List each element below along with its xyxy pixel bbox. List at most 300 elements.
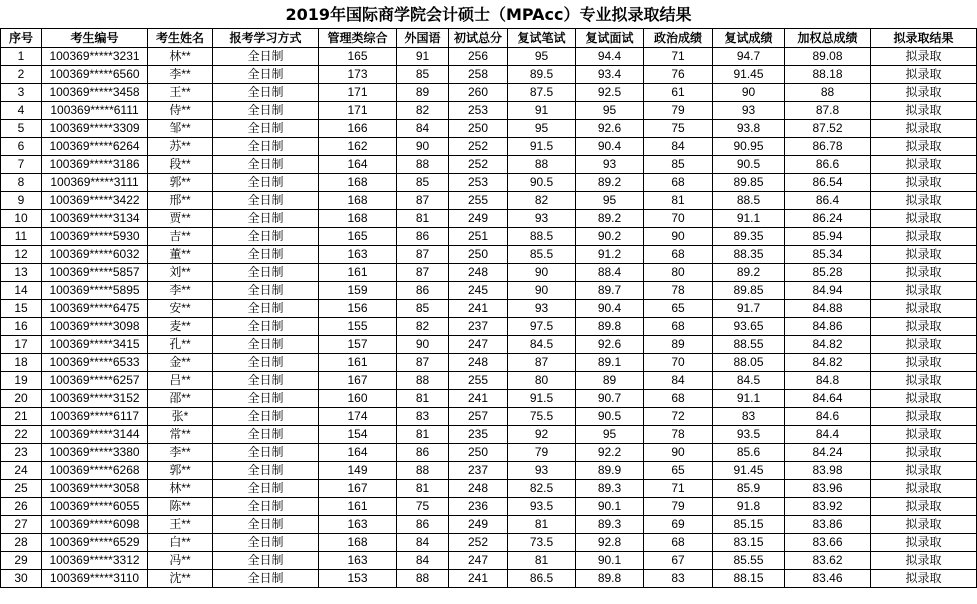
cell-management-score: 171 [319,84,397,102]
cell-foreign-language-score: 86 [397,282,449,300]
cell-preliminary-total: 250 [449,246,508,264]
cell-retest-interview: 95 [576,426,644,444]
cell-politics-score: 76 [644,66,713,84]
cell-retest-score: 91.45 [713,462,785,480]
table-row [1,570,977,588]
cell-candidate-id: 100369*****6032 [42,246,148,264]
cell-politics-score: 71 [644,48,713,66]
cell-candidate-name: 吉** [148,228,213,246]
cell-study-mode: 全日制 [213,480,319,498]
cell-seq-number: 23 [1,444,42,462]
cell-preliminary-total: 250 [449,444,508,462]
cell-preliminary-total: 245 [449,282,508,300]
cell-retest-interview: 89.3 [576,480,644,498]
cell-preliminary-total: 251 [449,228,508,246]
cell-politics-score: 68 [644,534,713,552]
cell-admission-result: 拟录取 [871,498,977,516]
cell-seq-number: 29 [1,552,42,570]
table-row [1,516,977,534]
cell-management-score: 155 [319,318,397,336]
cell-weighted-total: 89.08 [785,48,871,66]
cell-retest-interview: 89.9 [576,462,644,480]
cell-study-mode: 全日制 [213,408,319,426]
cell-politics-score: 90 [644,228,713,246]
table-row [1,336,977,354]
cell-politics-score: 68 [644,390,713,408]
cell-politics-score: 67 [644,552,713,570]
column-header-foreign-language-score: 外国语 [397,29,449,48]
cell-management-score: 166 [319,120,397,138]
cell-politics-score: 80 [644,264,713,282]
table-row [1,300,977,318]
cell-study-mode: 全日制 [213,228,319,246]
cell-preliminary-total: 241 [449,570,508,588]
cell-preliminary-total: 249 [449,210,508,228]
cell-management-score: 160 [319,390,397,408]
cell-seq-number: 10 [1,210,42,228]
cell-retest-interview: 89.8 [576,318,644,336]
cell-foreign-language-score: 81 [397,426,449,444]
cell-retest-score: 85.55 [713,552,785,570]
cell-management-score: 165 [319,228,397,246]
cell-weighted-total: 85.94 [785,228,871,246]
cell-seq-number: 2 [1,66,42,84]
cell-politics-score: 70 [644,210,713,228]
cell-candidate-id: 100369*****6475 [42,300,148,318]
cell-retest-score: 89.85 [713,282,785,300]
cell-candidate-id: 100369*****3422 [42,192,148,210]
cell-admission-result: 拟录取 [871,48,977,66]
cell-retest-written: 87 [508,354,576,372]
table-row [1,462,977,480]
cell-politics-score: 68 [644,318,713,336]
cell-retest-interview: 89.8 [576,570,644,588]
cell-retest-score: 88.15 [713,570,785,588]
cell-weighted-total: 84.86 [785,318,871,336]
cell-retest-written: 86.5 [508,570,576,588]
cell-weighted-total: 84.6 [785,408,871,426]
cell-management-score: 168 [319,174,397,192]
cell-preliminary-total: 237 [449,318,508,336]
cell-seq-number: 24 [1,462,42,480]
cell-seq-number: 1 [1,48,42,66]
cell-politics-score: 89 [644,336,713,354]
cell-seq-number: 14 [1,282,42,300]
table-row [1,480,977,498]
cell-management-score: 164 [319,444,397,462]
cell-management-score: 157 [319,336,397,354]
cell-admission-result: 拟录取 [871,300,977,318]
cell-management-score: 159 [319,282,397,300]
cell-study-mode: 全日制 [213,156,319,174]
cell-retest-score: 90.95 [713,138,785,156]
cell-retest-score: 91.8 [713,498,785,516]
table-row [1,84,977,102]
cell-retest-written: 88.5 [508,228,576,246]
cell-candidate-name: 张* [148,408,213,426]
cell-preliminary-total: 247 [449,552,508,570]
cell-politics-score: 71 [644,480,713,498]
column-header-admission-result: 拟录取结果 [871,29,977,48]
header-row [1,29,977,48]
table-row [1,174,977,192]
cell-seq-number: 11 [1,228,42,246]
table-row [1,318,977,336]
cell-seq-number: 13 [1,264,42,282]
cell-foreign-language-score: 85 [397,66,449,84]
cell-admission-result: 拟录取 [871,354,977,372]
cell-candidate-id: 100369*****3134 [42,210,148,228]
cell-retest-score: 88.55 [713,336,785,354]
cell-weighted-total: 84.64 [785,390,871,408]
cell-retest-written: 93 [508,462,576,480]
cell-foreign-language-score: 90 [397,336,449,354]
cell-preliminary-total: 235 [449,426,508,444]
cell-admission-result: 拟录取 [871,372,977,390]
cell-candidate-name: 李** [148,444,213,462]
cell-admission-result: 拟录取 [871,84,977,102]
cell-candidate-name: 郭** [148,174,213,192]
cell-retest-written: 84.5 [508,336,576,354]
cell-seq-number: 4 [1,102,42,120]
cell-seq-number: 9 [1,192,42,210]
cell-weighted-total: 85.28 [785,264,871,282]
cell-study-mode: 全日制 [213,174,319,192]
cell-foreign-language-score: 87 [397,264,449,282]
cell-politics-score: 68 [644,246,713,264]
cell-retest-written: 90 [508,264,576,282]
cell-preliminary-total: 252 [449,534,508,552]
column-header-retest-written: 复试笔试 [508,29,576,48]
page-title: 2019年国际商学院会计硕士（MPAcc）专业拟录取结果 [285,5,692,24]
cell-preliminary-total: 255 [449,192,508,210]
cell-retest-interview: 89.2 [576,174,644,192]
cell-candidate-id: 100369*****5857 [42,264,148,282]
cell-retest-written: 97.5 [508,318,576,336]
table-row [1,102,977,120]
cell-retest-score: 88.35 [713,246,785,264]
cell-candidate-name: 陈** [148,498,213,516]
table-row [1,354,977,372]
table-row [1,498,977,516]
cell-candidate-name: 麦** [148,318,213,336]
cell-admission-result: 拟录取 [871,426,977,444]
cell-retest-score: 89.2 [713,264,785,282]
table-row [1,552,977,570]
cell-seq-number: 19 [1,372,42,390]
cell-retest-score: 93.65 [713,318,785,336]
cell-admission-result: 拟录取 [871,318,977,336]
cell-retest-score: 90 [713,84,785,102]
cell-weighted-total: 86.4 [785,192,871,210]
cell-candidate-name: 常** [148,426,213,444]
cell-management-score: 173 [319,66,397,84]
cell-preliminary-total: 237 [449,462,508,480]
cell-retest-written: 90.5 [508,174,576,192]
cell-retest-written: 82.5 [508,480,576,498]
cell-foreign-language-score: 83 [397,408,449,426]
cell-candidate-name: 吕** [148,372,213,390]
cell-candidate-id: 100369*****6111 [42,102,148,120]
cell-candidate-name: 沈** [148,570,213,588]
cell-retest-written: 93 [508,300,576,318]
cell-candidate-id: 100369*****6117 [42,408,148,426]
cell-politics-score: 78 [644,426,713,444]
cell-candidate-id: 100369*****3380 [42,444,148,462]
cell-retest-interview: 92.5 [576,84,644,102]
cell-retest-written: 91 [508,102,576,120]
cell-weighted-total: 83.86 [785,516,871,534]
table-body [1,48,977,588]
cell-preliminary-total: 248 [449,264,508,282]
cell-retest-score: 85.15 [713,516,785,534]
cell-weighted-total: 84.82 [785,354,871,372]
cell-retest-interview: 89 [576,372,644,390]
cell-retest-interview: 95 [576,192,644,210]
cell-candidate-id: 100369*****5930 [42,228,148,246]
cell-retest-score: 90.5 [713,156,785,174]
cell-study-mode: 全日制 [213,120,319,138]
cell-seq-number: 8 [1,174,42,192]
table-row [1,120,977,138]
cell-candidate-id: 100369*****3415 [42,336,148,354]
cell-candidate-name: 王** [148,516,213,534]
cell-management-score: 161 [319,354,397,372]
cell-retest-written: 80 [508,372,576,390]
cell-admission-result: 拟录取 [871,570,977,588]
cell-foreign-language-score: 85 [397,174,449,192]
cell-weighted-total: 84.82 [785,336,871,354]
cell-politics-score: 70 [644,354,713,372]
table-row [1,372,977,390]
cell-retest-interview: 92.8 [576,534,644,552]
cell-preliminary-total: 255 [449,372,508,390]
cell-seq-number: 20 [1,390,42,408]
cell-retest-interview: 95 [576,102,644,120]
cell-preliminary-total: 253 [449,174,508,192]
cell-admission-result: 拟录取 [871,66,977,84]
cell-preliminary-total: 257 [449,408,508,426]
cell-retest-interview: 92.2 [576,444,644,462]
cell-retest-interview: 89.1 [576,354,644,372]
cell-retest-score: 91.1 [713,210,785,228]
cell-study-mode: 全日制 [213,390,319,408]
cell-retest-interview: 89.7 [576,282,644,300]
cell-seq-number: 7 [1,156,42,174]
cell-admission-result: 拟录取 [871,336,977,354]
cell-preliminary-total: 236 [449,498,508,516]
cell-management-score: 162 [319,138,397,156]
cell-candidate-id: 100369*****3309 [42,120,148,138]
cell-study-mode: 全日制 [213,552,319,570]
cell-politics-score: 65 [644,462,713,480]
column-header-management-score: 管理类综合 [319,29,397,48]
cell-foreign-language-score: 90 [397,138,449,156]
cell-candidate-id: 100369*****3111 [42,174,148,192]
cell-candidate-id: 100369*****3058 [42,480,148,498]
cell-retest-interview: 90.1 [576,552,644,570]
cell-candidate-name: 李** [148,66,213,84]
cell-management-score: 161 [319,498,397,516]
cell-retest-interview: 90.2 [576,228,644,246]
cell-management-score: 153 [319,570,397,588]
cell-weighted-total: 84.94 [785,282,871,300]
column-header-seq-number: 序号 [1,29,42,48]
cell-politics-score: 69 [644,516,713,534]
cell-retest-written: 75.5 [508,408,576,426]
cell-candidate-id: 100369*****3186 [42,156,148,174]
cell-admission-result: 拟录取 [871,210,977,228]
cell-candidate-name: 孔** [148,336,213,354]
cell-admission-result: 拟录取 [871,390,977,408]
cell-candidate-name: 邢** [148,192,213,210]
column-header-preliminary-total: 初试总分 [449,29,508,48]
cell-retest-score: 93.8 [713,120,785,138]
cell-management-score: 171 [319,102,397,120]
cell-candidate-name: 白** [148,534,213,552]
cell-weighted-total: 84.4 [785,426,871,444]
cell-retest-score: 88.5 [713,192,785,210]
cell-weighted-total: 88.18 [785,66,871,84]
cell-seq-number: 27 [1,516,42,534]
cell-study-mode: 全日制 [213,444,319,462]
cell-retest-score: 93 [713,102,785,120]
cell-seq-number: 26 [1,498,42,516]
cell-retest-written: 88 [508,156,576,174]
cell-foreign-language-score: 86 [397,516,449,534]
cell-candidate-name: 贾** [148,210,213,228]
cell-preliminary-total: 241 [449,300,508,318]
cell-politics-score: 72 [644,408,713,426]
cell-retest-written: 82 [508,192,576,210]
cell-admission-result: 拟录取 [871,534,977,552]
cell-politics-score: 81 [644,192,713,210]
cell-retest-score: 85.9 [713,480,785,498]
table-row [1,48,977,66]
cell-candidate-name: 安** [148,300,213,318]
cell-retest-interview: 90.4 [576,300,644,318]
cell-seq-number: 16 [1,318,42,336]
cell-retest-interview: 94.4 [576,48,644,66]
table-row [1,192,977,210]
cell-retest-interview: 93 [576,156,644,174]
cell-retest-score: 89.85 [713,174,785,192]
cell-weighted-total: 87.52 [785,120,871,138]
cell-candidate-name: 刘** [148,264,213,282]
cell-retest-written: 87.5 [508,84,576,102]
cell-retest-score: 91.1 [713,390,785,408]
cell-candidate-id: 100369*****3312 [42,552,148,570]
cell-retest-written: 92 [508,426,576,444]
cell-candidate-id: 100369*****5895 [42,282,148,300]
cell-preliminary-total: 252 [449,138,508,156]
cell-preliminary-total: 247 [449,336,508,354]
cell-foreign-language-score: 88 [397,156,449,174]
cell-foreign-language-score: 81 [397,390,449,408]
cell-retest-score: 85.6 [713,444,785,462]
cell-admission-result: 拟录取 [871,102,977,120]
cell-study-mode: 全日制 [213,264,319,282]
cell-retest-score: 91.7 [713,300,785,318]
cell-retest-written: 89.5 [508,66,576,84]
cell-politics-score: 65 [644,300,713,318]
table-row [1,156,977,174]
column-header-candidate-name: 考生姓名 [148,29,213,48]
cell-retest-written: 81 [508,516,576,534]
cell-preliminary-total: 258 [449,66,508,84]
cell-candidate-name: 苏** [148,138,213,156]
cell-preliminary-total: 241 [449,390,508,408]
cell-foreign-language-score: 87 [397,246,449,264]
cell-study-mode: 全日制 [213,372,319,390]
cell-management-score: 154 [319,426,397,444]
cell-retest-interview: 92.6 [576,120,644,138]
cell-management-score: 156 [319,300,397,318]
cell-candidate-name: 董** [148,246,213,264]
cell-admission-result: 拟录取 [871,246,977,264]
cell-candidate-id: 100369*****6560 [42,66,148,84]
cell-candidate-id: 100369*****6264 [42,138,148,156]
table-row [1,282,977,300]
cell-weighted-total: 83.92 [785,498,871,516]
cell-seq-number: 18 [1,354,42,372]
cell-seq-number: 15 [1,300,42,318]
cell-foreign-language-score: 82 [397,318,449,336]
cell-retest-interview: 89.3 [576,516,644,534]
cell-management-score: 168 [319,210,397,228]
cell-candidate-name: 林** [148,48,213,66]
cell-weighted-total: 83.96 [785,480,871,498]
cell-candidate-name: 侍** [148,102,213,120]
cell-study-mode: 全日制 [213,516,319,534]
cell-preliminary-total: 252 [449,156,508,174]
column-header-study-mode: 报考学习方式 [213,29,319,48]
cell-candidate-name: 冯** [148,552,213,570]
cell-politics-score: 79 [644,498,713,516]
cell-management-score: 163 [319,552,397,570]
cell-candidate-id: 100369*****6529 [42,534,148,552]
cell-admission-result: 拟录取 [871,228,977,246]
cell-admission-result: 拟录取 [871,120,977,138]
cell-admission-result: 拟录取 [871,462,977,480]
cell-retest-written: 73.5 [508,534,576,552]
cell-retest-written: 95 [508,48,576,66]
table-row [1,210,977,228]
cell-preliminary-total: 253 [449,102,508,120]
cell-retest-score: 83.15 [713,534,785,552]
cell-retest-interview: 90.5 [576,408,644,426]
cell-politics-score: 90 [644,444,713,462]
cell-management-score: 174 [319,408,397,426]
cell-retest-interview: 93.4 [576,66,644,84]
cell-seq-number: 17 [1,336,42,354]
cell-politics-score: 75 [644,120,713,138]
cell-politics-score: 84 [644,138,713,156]
cell-retest-written: 93.5 [508,498,576,516]
column-header-retest-interview: 复试面试 [576,29,644,48]
cell-study-mode: 全日制 [213,66,319,84]
cell-admission-result: 拟录取 [871,264,977,282]
cell-candidate-name: 郭** [148,462,213,480]
cell-retest-interview: 88.4 [576,264,644,282]
cell-candidate-name: 邵** [148,390,213,408]
cell-retest-written: 91.5 [508,390,576,408]
table-row [1,264,977,282]
cell-candidate-name: 邹** [148,120,213,138]
cell-admission-result: 拟录取 [871,156,977,174]
cell-weighted-total: 83.66 [785,534,871,552]
cell-candidate-name: 李** [148,282,213,300]
